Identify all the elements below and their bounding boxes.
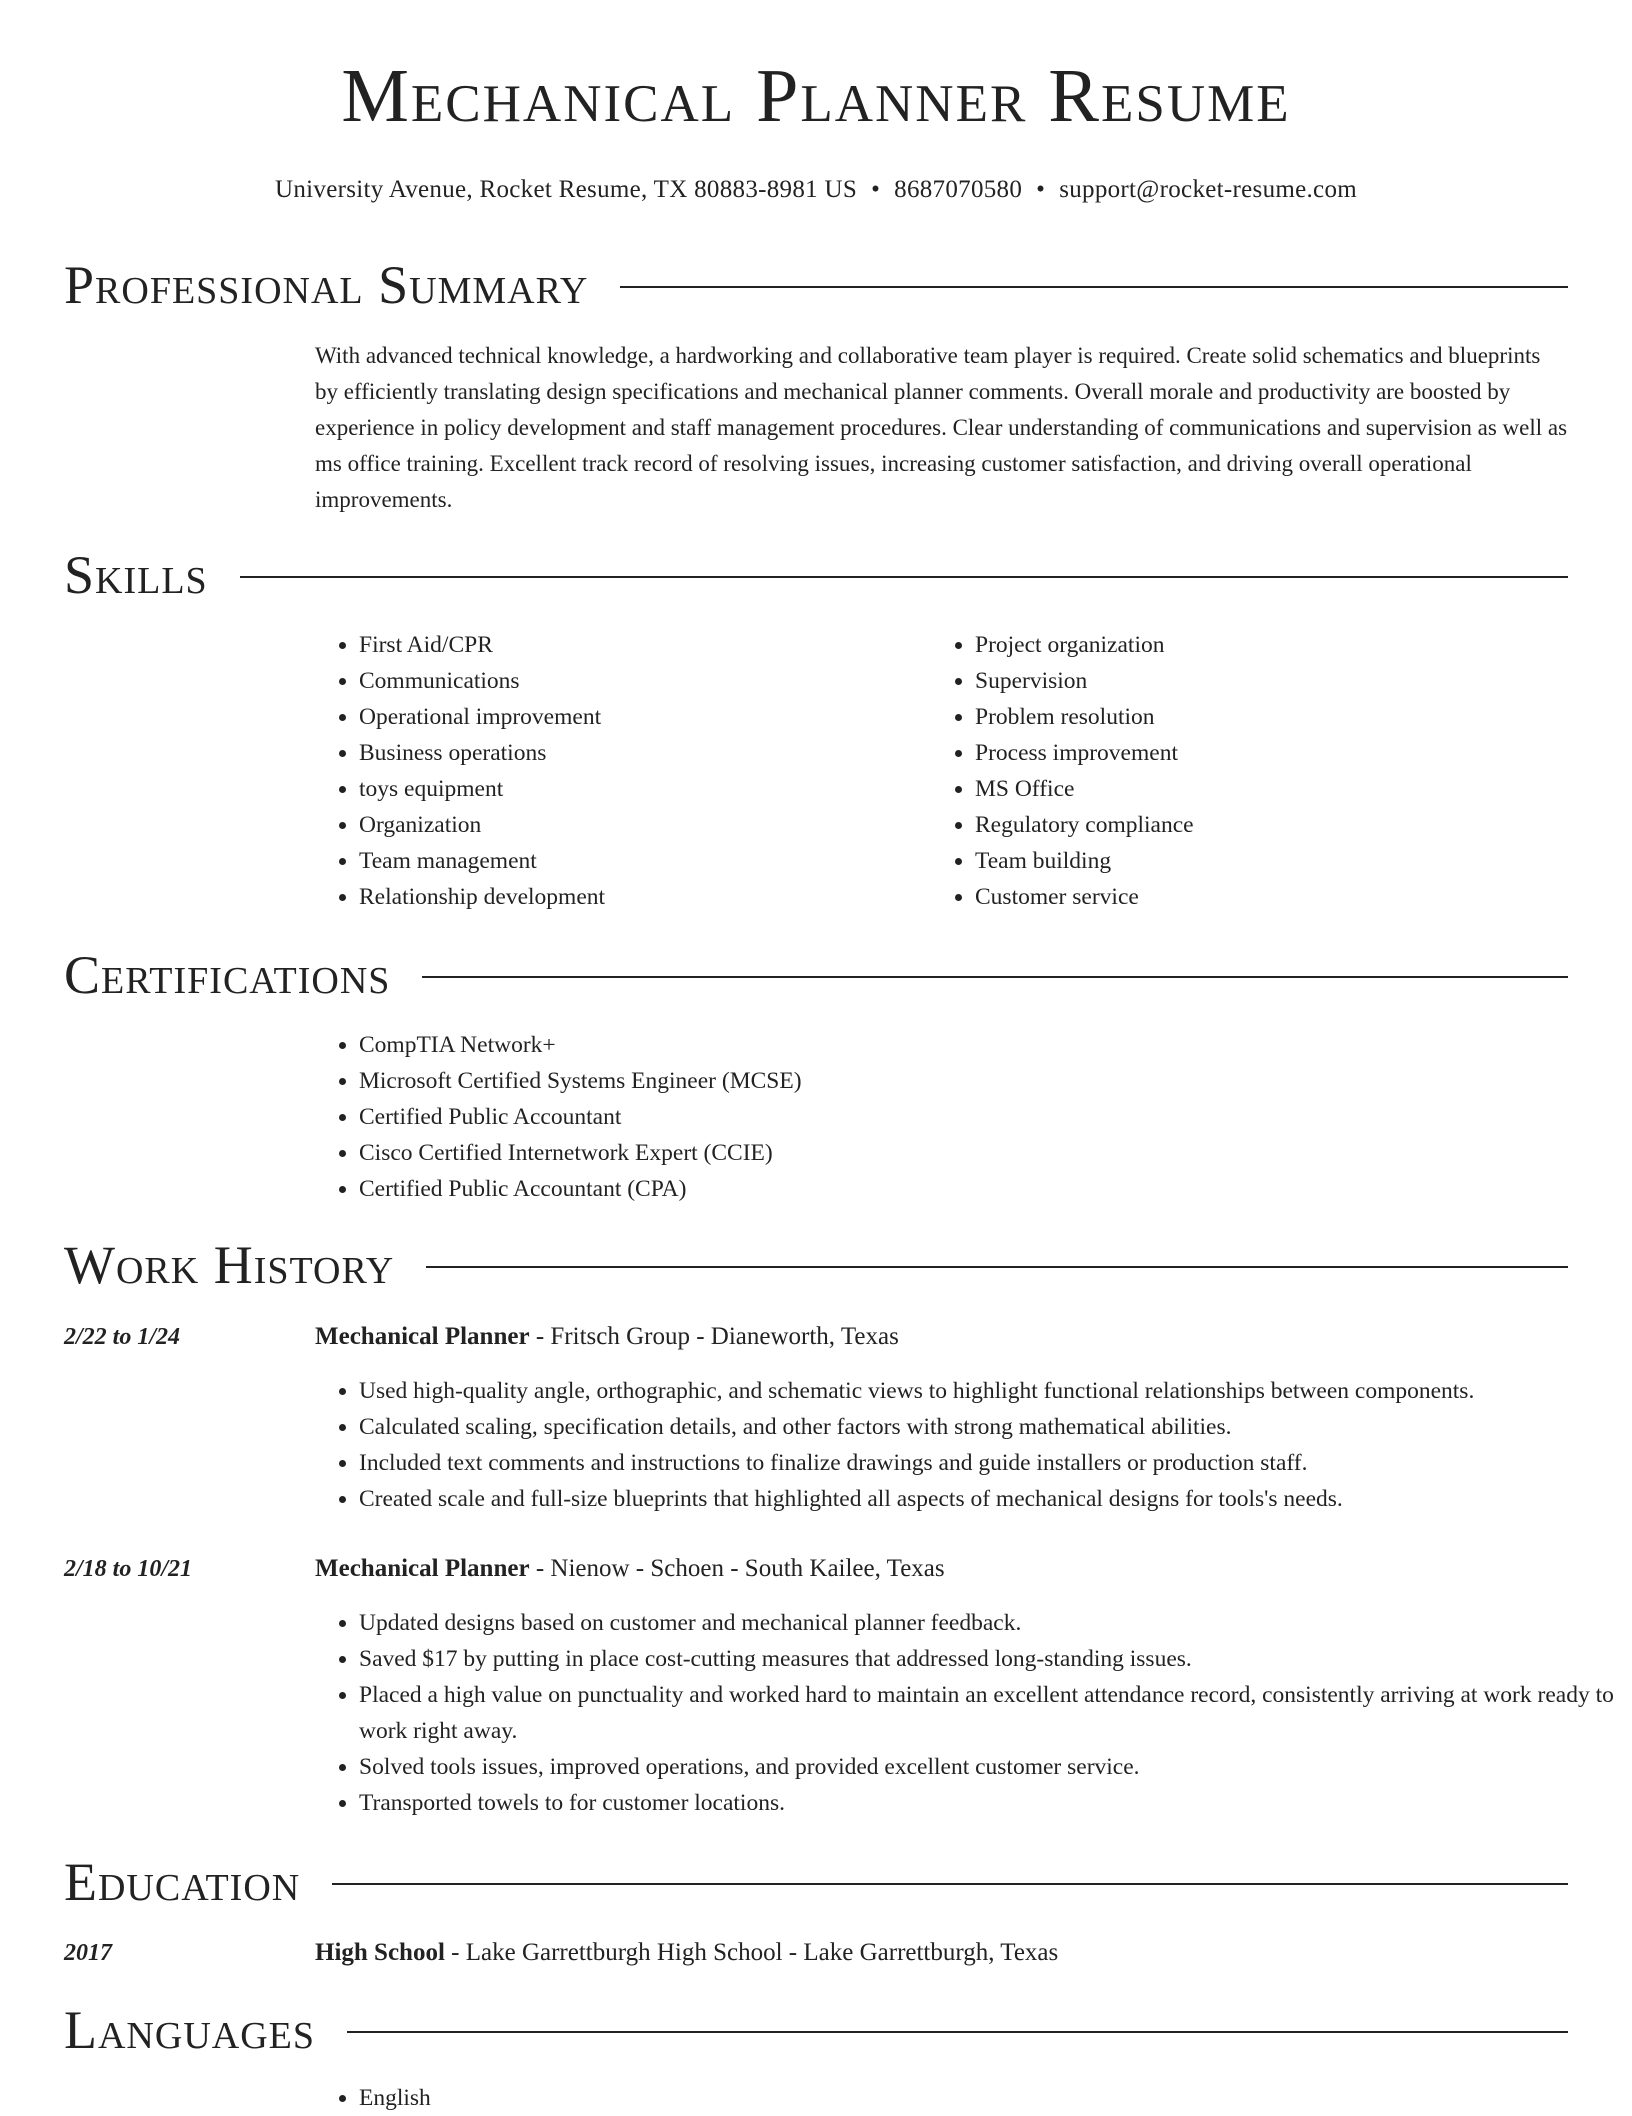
section-title-languages: Languages <box>64 2000 315 2060</box>
skill-item: • Organization <box>359 807 919 843</box>
section-title-skills: Skills <box>64 545 208 605</box>
skill-item: • Relationship development <box>359 879 919 915</box>
certification-item: • Certified Public Accountant (CPA) <box>359 1171 1559 1207</box>
section-header-work-history <box>64 1235 1568 1295</box>
job-bullet: • Solved tools issues, improved operations, and provided excellent customer service. <box>359 1749 1619 1785</box>
job-bullet: • Saved $17 by putting in place cost-cutting measures that addressed long-standing issues. <box>359 1641 1619 1677</box>
job-title: Mechanical Planner <box>315 1323 530 1350</box>
contact-line <box>0 175 1632 205</box>
education-year: 2017 <box>64 1940 112 1966</box>
section-divider <box>426 1266 1568 1268</box>
skill-item: • Business operations <box>359 735 919 771</box>
section-header-languages <box>64 2000 1568 2060</box>
contact-separator: • <box>871 176 881 203</box>
section-title-work-history: Work History <box>64 1235 395 1295</box>
contact-email[interactable]: support@rocket-resume.com <box>1059 176 1357 203</box>
job-bullet: • Included text comments and instructions to finalize drawings and guide installers or production staff. <box>359 1445 1619 1481</box>
skill-item: • Supervision <box>975 663 1535 699</box>
certification-item: • Microsoft Certified Systems Engineer (MCSE) <box>359 1063 1559 1099</box>
job-bullet: • Created scale and full-size blueprints that highlighted all aspects of mechanical designs for tools's needs. <box>359 1481 1619 1517</box>
job-bullets <box>315 1605 1619 1821</box>
job-heading <box>315 1319 899 1355</box>
skill-item: • Communications <box>359 663 919 699</box>
job-title: Mechanical Planner <box>315 1555 530 1582</box>
job-bullet: • Calculated scaling, specification details, and other factors with strong mathematical abilities. <box>359 1409 1619 1445</box>
skill-item: • MS Office <box>975 771 1535 807</box>
skill-item: • Customer service <box>975 879 1535 915</box>
job-bullets <box>315 1373 1619 1517</box>
job-heading <box>315 1551 945 1587</box>
job-bullet: • Placed a high value on punctuality and worked hard to maintain an excellent attendance record, consistently arriving at work ready to work right away. <box>359 1677 1619 1749</box>
certifications-list <box>315 1027 1559 1207</box>
skill-item: • Team building <box>975 843 1535 879</box>
section-header-certifications <box>64 945 1568 1005</box>
section-header-skills <box>64 545 1568 605</box>
contact-phone: 8687070580 <box>894 176 1023 203</box>
skill-item: • First Aid/CPR <box>359 627 919 663</box>
skill-item: • Regulatory compliance <box>975 807 1535 843</box>
skill-item: • Team management <box>359 843 919 879</box>
section-divider <box>332 1883 1568 1885</box>
certification-item: • Cisco Certified Internetwork Expert (CCIE) <box>359 1135 1559 1171</box>
certification-item: • Certified Public Accountant <box>359 1099 1559 1135</box>
section-divider <box>240 576 1568 578</box>
skill-item: • toys equipment <box>359 771 919 807</box>
skills-list-right <box>931 627 1535 915</box>
education-school: - Lake Garrettburgh High School - Lake Garrettburgh, Texas <box>444 1939 1059 1966</box>
summary-text: With advanced technical knowledge, a hardworking and collaborative team player is required. Create solid schematics and blueprints by efficiently translating design specifications and mechanical planner comments. Overall morale and productivity are boosted by experience in policy development and staff management procedures. Clear understanding of communications and supervision as well as ms office training. Excellent track record of resolving issues, increasing customer satisfaction, and driving overall operational improvements. <box>315 343 1568 512</box>
section-title-education: Education <box>64 1852 301 1912</box>
section-title-summary: Professional Summary <box>64 255 589 315</box>
job-dates: 2/18 to 10/21 <box>64 1556 193 1582</box>
section-title-certifications: Certifications <box>64 945 391 1005</box>
job-employer: - Nienow - Schoen - South Kailee, Texas <box>529 1555 945 1582</box>
skill-item: • Project organization <box>975 627 1535 663</box>
skills-list-left <box>315 627 919 915</box>
language-item: • English <box>359 2080 959 2116</box>
job-bullet: • Updated designs based on customer and mechanical planner feedback. <box>359 1605 1619 1641</box>
section-divider <box>347 2031 1568 2033</box>
section-divider <box>422 976 1568 978</box>
section-divider <box>620 286 1568 288</box>
skill-item: • Process improvement <box>975 735 1535 771</box>
section-header-summary <box>64 255 1568 315</box>
education-degree: High School <box>315 1939 445 1966</box>
job-employer: - Fritsch Group - Dianeworth, Texas <box>529 1323 899 1350</box>
section-header-education <box>64 1852 1568 1912</box>
contact-address: University Avenue, Rocket Resume, TX 80883-8981 US <box>275 176 858 203</box>
certification-item: • CompTIA Network+ <box>359 1027 1559 1063</box>
skill-item: • Problem resolution <box>975 699 1535 735</box>
resume-title: Mechanical Planner Resume <box>341 54 1291 138</box>
job-dates: 2/22 to 1/24 <box>64 1324 181 1350</box>
education-heading <box>315 1935 1058 1971</box>
contact-separator: • <box>1036 176 1046 203</box>
languages-list <box>315 2080 959 2116</box>
job-bullet: • Used high-quality angle, orthographic, and schematic views to highlight functional relationships between components. <box>359 1373 1619 1409</box>
skill-item: • Operational improvement <box>359 699 919 735</box>
job-bullet: • Transported towels to for customer locations. <box>359 1785 1619 1821</box>
